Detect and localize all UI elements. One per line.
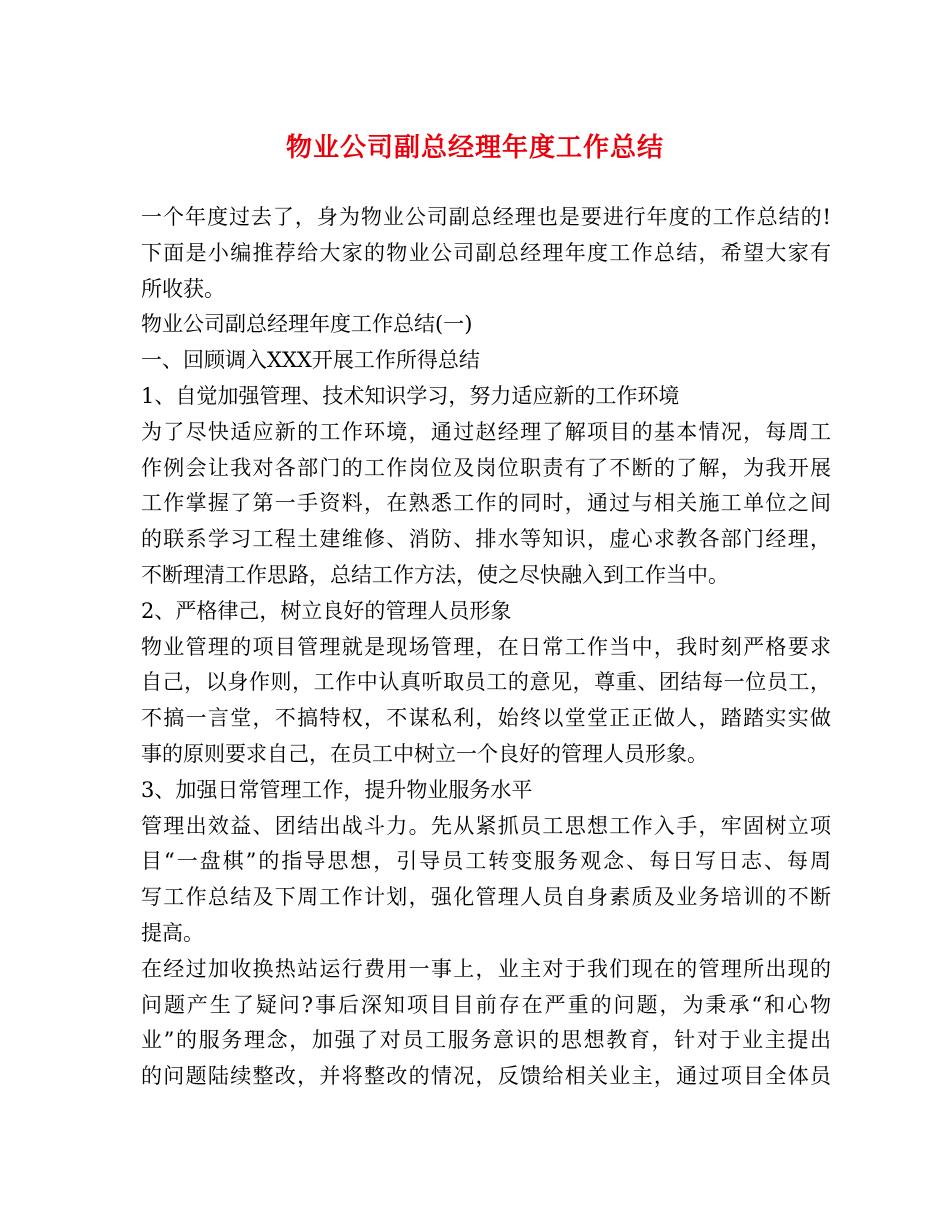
body-line: 问题产生了疑问?事后深知项目目前存在严重的问题，为秉承“和心物	[141, 992, 831, 1017]
body-line: 业”的服务理念，加强了对员工服务意识的思想教育，针对于业主提出	[141, 1028, 831, 1053]
document-body	[141, 200, 831, 1095]
section-heading: 物业公司副总经理年度工作总结(一)	[141, 312, 473, 337]
body-line: 作例会让我对各部门的工作岗位及岗位职责有了不断的了解，为我开展	[141, 455, 831, 480]
section-heading: 一、回顾调入XXX开展工作所得总结	[141, 348, 480, 373]
body-line: 管理出效益、团结出战斗力。先从紧抓员工思想工作入手，牢固树立项	[141, 813, 831, 838]
body-line: 的联系学习工程土建维修、消防、排水等知识，虚心求教各部门经理，	[141, 527, 831, 552]
subsection-heading: 2、严格律己，树立良好的管理人员形象	[141, 598, 512, 623]
body-line: 所收获。	[141, 276, 225, 301]
body-line: 自己，以身作则，工作中认真听取员工的意见，尊重、团结每一位员工，	[141, 670, 831, 695]
subsection-heading: 3、加强日常管理工作，提升物业服务水平	[141, 777, 533, 802]
body-line: 目“一盘棋”的指导思想，引导员工转变服务观念、每日写日志、每周	[141, 849, 831, 874]
body-line: 工作掌握了第一手资料，在熟悉工作的同时，通过与相关施工单位之间	[141, 491, 831, 516]
body-line: 事的原则要求自己，在员工中树立一个良好的管理人员形象。	[141, 741, 708, 766]
body-line: 提高。	[141, 920, 204, 945]
document-title: 物业公司副总经理年度工作总结	[285, 133, 664, 163]
body-line: 一个年度过去了，身为物业公司副总经理也是要进行年度的工作总结的!	[141, 205, 831, 229]
body-line: 不断理清工作思路，总结工作方法，使之尽快融入到工作当中。	[141, 562, 729, 587]
body-line: 不搞一言堂，不搞特权，不谋私利，始终以堂堂正正做人，踏踏实实做	[141, 706, 831, 731]
subsection-heading: 1、自觉加强管理、技术知识学习，努力适应新的工作环境	[141, 383, 680, 408]
body-line: 下面是小编推荐给大家的物业公司副总经理年度工作总结，希望大家有	[141, 240, 831, 265]
body-line: 在经过加收换热站运行费用一事上，业主对于我们现在的管理所出现的	[141, 956, 831, 981]
body-line: 写工作总结及下周工作计划，强化管理人员自身素质及业务培训的不断	[141, 885, 831, 910]
body-line: 物业管理的项目管理就是现场管理，在日常工作当中，我时刻严格要求	[141, 634, 831, 659]
body-line: 为了尽快适应新的工作环境，通过赵经理了解项目的基本情况，每周工	[141, 419, 831, 444]
body-line: 的问题陆续整改，并将整改的情况，反馈给相关业主，通过项目全体员	[141, 1064, 831, 1089]
